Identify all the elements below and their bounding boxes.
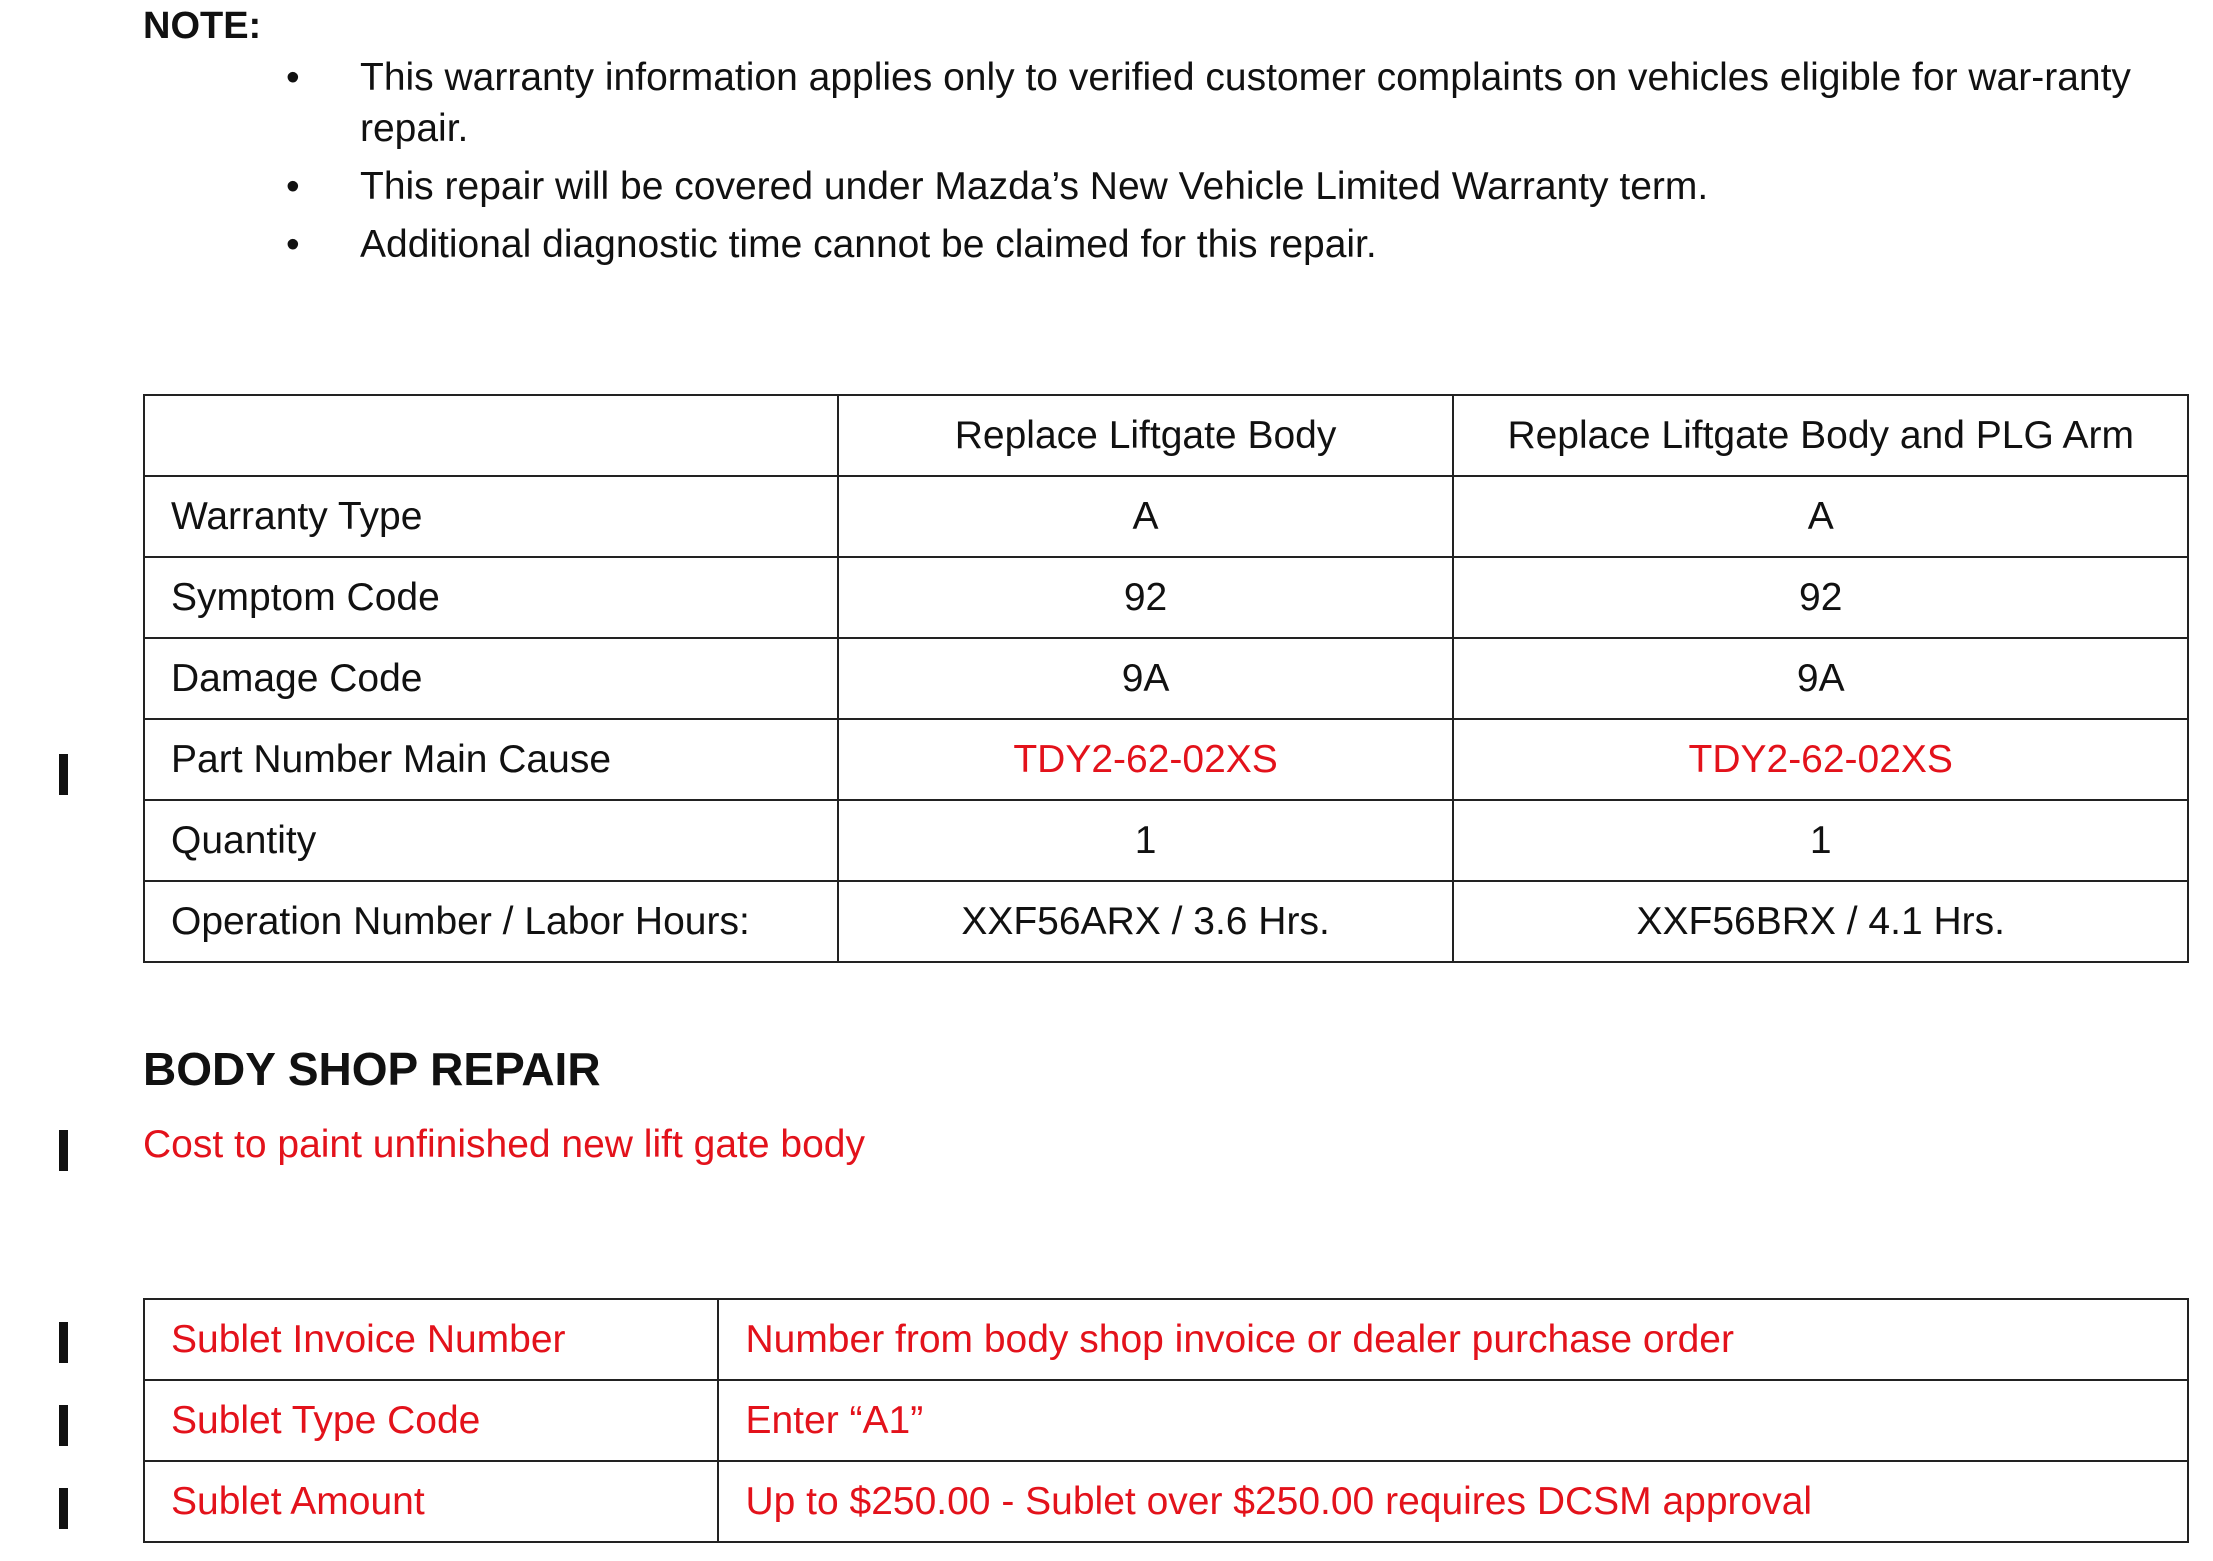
part-number-cell: TDY2-62-02XS: [838, 719, 1454, 800]
row-label-symptom-code: Symptom Code: [144, 557, 838, 638]
table-cell: 92: [838, 557, 1454, 638]
revision-bar: [59, 1130, 68, 1171]
table-cell: 9A: [1453, 638, 2188, 719]
note-bullet-text: Additional diagnostic time cannot be claimed for this repair.: [360, 223, 1377, 266]
table-row: [144, 476, 2188, 557]
note-bullet-item: [286, 52, 2170, 154]
warranty-table: [143, 394, 2189, 963]
cost-description: Cost to paint unfinished new lift gate body: [143, 1123, 865, 1166]
row-label-damage-code: Damage Code: [144, 638, 838, 719]
note-bullet-text: This repair will be covered under Mazda’s New Vehicle Limited Warranty term.: [360, 165, 1709, 208]
table-cell: 1: [838, 800, 1454, 881]
bullet-icon: •: [286, 165, 300, 208]
table-cell: Number from body shop invoice or dealer purchase order: [718, 1299, 2188, 1380]
table-cell: 1: [1453, 800, 2188, 881]
table-cell: 92: [1453, 557, 2188, 638]
table-cell: XXF56BRX / 4.1 Hrs.: [1453, 881, 2188, 962]
note-bullet-item: [286, 161, 2170, 212]
row-label-warranty-type: Warranty Type: [144, 476, 838, 557]
note-bullet-text: This warranty information applies only to verified customer complaints on vehicles eligible for war-ranty repair.: [360, 56, 2131, 150]
row-label-sublet-invoice-number: Sublet Invoice Number: [144, 1299, 718, 1380]
table-cell: Enter “A1”: [718, 1380, 2188, 1461]
table-header-row: [144, 395, 2188, 476]
table-cell: XXF56ARX / 3.6 Hrs.: [838, 881, 1454, 962]
table-row: [144, 1380, 2188, 1461]
revision-bar: [59, 1322, 68, 1363]
table-row: [144, 1461, 2188, 1542]
row-label-operation-number: Operation Number / Labor Hours:: [144, 881, 838, 962]
header-cell-liftgate-body: Replace Liftgate Body: [838, 395, 1454, 476]
row-label-sublet-amount: Sublet Amount: [144, 1461, 718, 1542]
row-label-part-number-main-cause: Part Number Main Cause: [144, 719, 838, 800]
revision-bar: [59, 1488, 68, 1529]
table-cell: 9A: [838, 638, 1454, 719]
part-number-cell: TDY2-62-02XS: [1453, 719, 2188, 800]
bullet-icon: •: [286, 223, 300, 266]
revision-bar: [59, 1405, 68, 1446]
table-row: [144, 881, 2188, 962]
table-row: [144, 638, 2188, 719]
note-heading: NOTE:: [143, 5, 262, 47]
table-row: [144, 800, 2188, 881]
revision-bar: [59, 754, 68, 795]
header-cell-liftgate-body-plg-arm: Replace Liftgate Body and PLG Arm: [1453, 395, 2188, 476]
table-row: [144, 557, 2188, 638]
section-title: BODY SHOP REPAIR: [143, 1043, 601, 1095]
table-row: [144, 719, 2188, 800]
table-cell: A: [838, 476, 1454, 557]
row-label-quantity: Quantity: [144, 800, 838, 881]
table-cell: Up to $250.00 - Sublet over $250.00 requires DCSM approval: [718, 1461, 2188, 1542]
bullet-icon: •: [286, 56, 300, 99]
note-bullet-list: [286, 52, 2170, 277]
note-bullet-item: [286, 219, 2170, 270]
table-row: [144, 1299, 2188, 1380]
row-label-sublet-type-code: Sublet Type Code: [144, 1380, 718, 1461]
sublet-table: [143, 1298, 2189, 1543]
header-cell-empty: [144, 395, 838, 476]
table-cell: A: [1453, 476, 2188, 557]
